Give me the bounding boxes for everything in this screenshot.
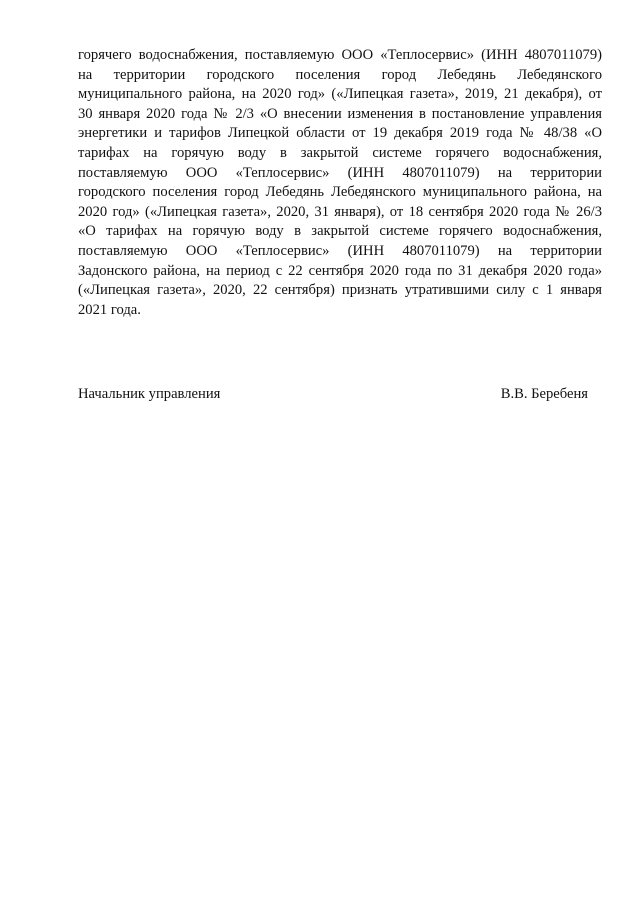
text-line: горячего водоснабжения, поставляемую ООО «Теплосервис» (ИНН 4807011079): [78, 47, 602, 63]
text-line: городского поселения город Лебедянь Лебедянского муниципального района, на: [78, 184, 602, 201]
document-body-text: [78, 46, 602, 320]
text-line: энергетики и тарифов Липецкой области от 19 декабря 2019 года № 48/38 «О: [78, 125, 602, 142]
text-line-last: 2021 года.: [78, 301, 141, 318]
text-line: поставляемую ООО «Теплосервис» (ИНН 4807011079) на территории: [78, 164, 602, 181]
text-line: муниципального района, на 2020 год» («Липецкая газета», 2019, 21 декабря), от: [78, 86, 602, 103]
text-line: «О тарифах на горячую воду в закрытой системе горячего водоснабжения,: [78, 223, 602, 240]
text-line: тарифах на горячую воду в закрытой системе горячего водоснабжения,: [78, 144, 602, 161]
signature-block: [78, 384, 588, 404]
text-line: 30 января 2020 года № 2/3 «О внесении изменения в постановление управления: [78, 105, 602, 122]
text-line: Задонского района, на период с 22 сентября 2020 года по 31 декабря 2020 года»: [78, 262, 602, 279]
signatory-name: В.В. Беребеня: [500, 386, 588, 402]
text-line: на территории городского поселения город Лебедянь Лебедянского: [78, 66, 602, 83]
text-line: 2020 год» («Липецкая газета», 2020, 31 января), от 18 сентября 2020 года № 26/3: [78, 203, 602, 220]
text-line: поставляемую ООО «Теплосервис» (ИНН 4807011079) на территории: [78, 242, 602, 259]
text-line: («Липецкая газета», 2020, 22 сентября) признать утратившими силу с 1 января: [78, 282, 602, 299]
signatory-position: Начальник управления: [78, 386, 221, 402]
